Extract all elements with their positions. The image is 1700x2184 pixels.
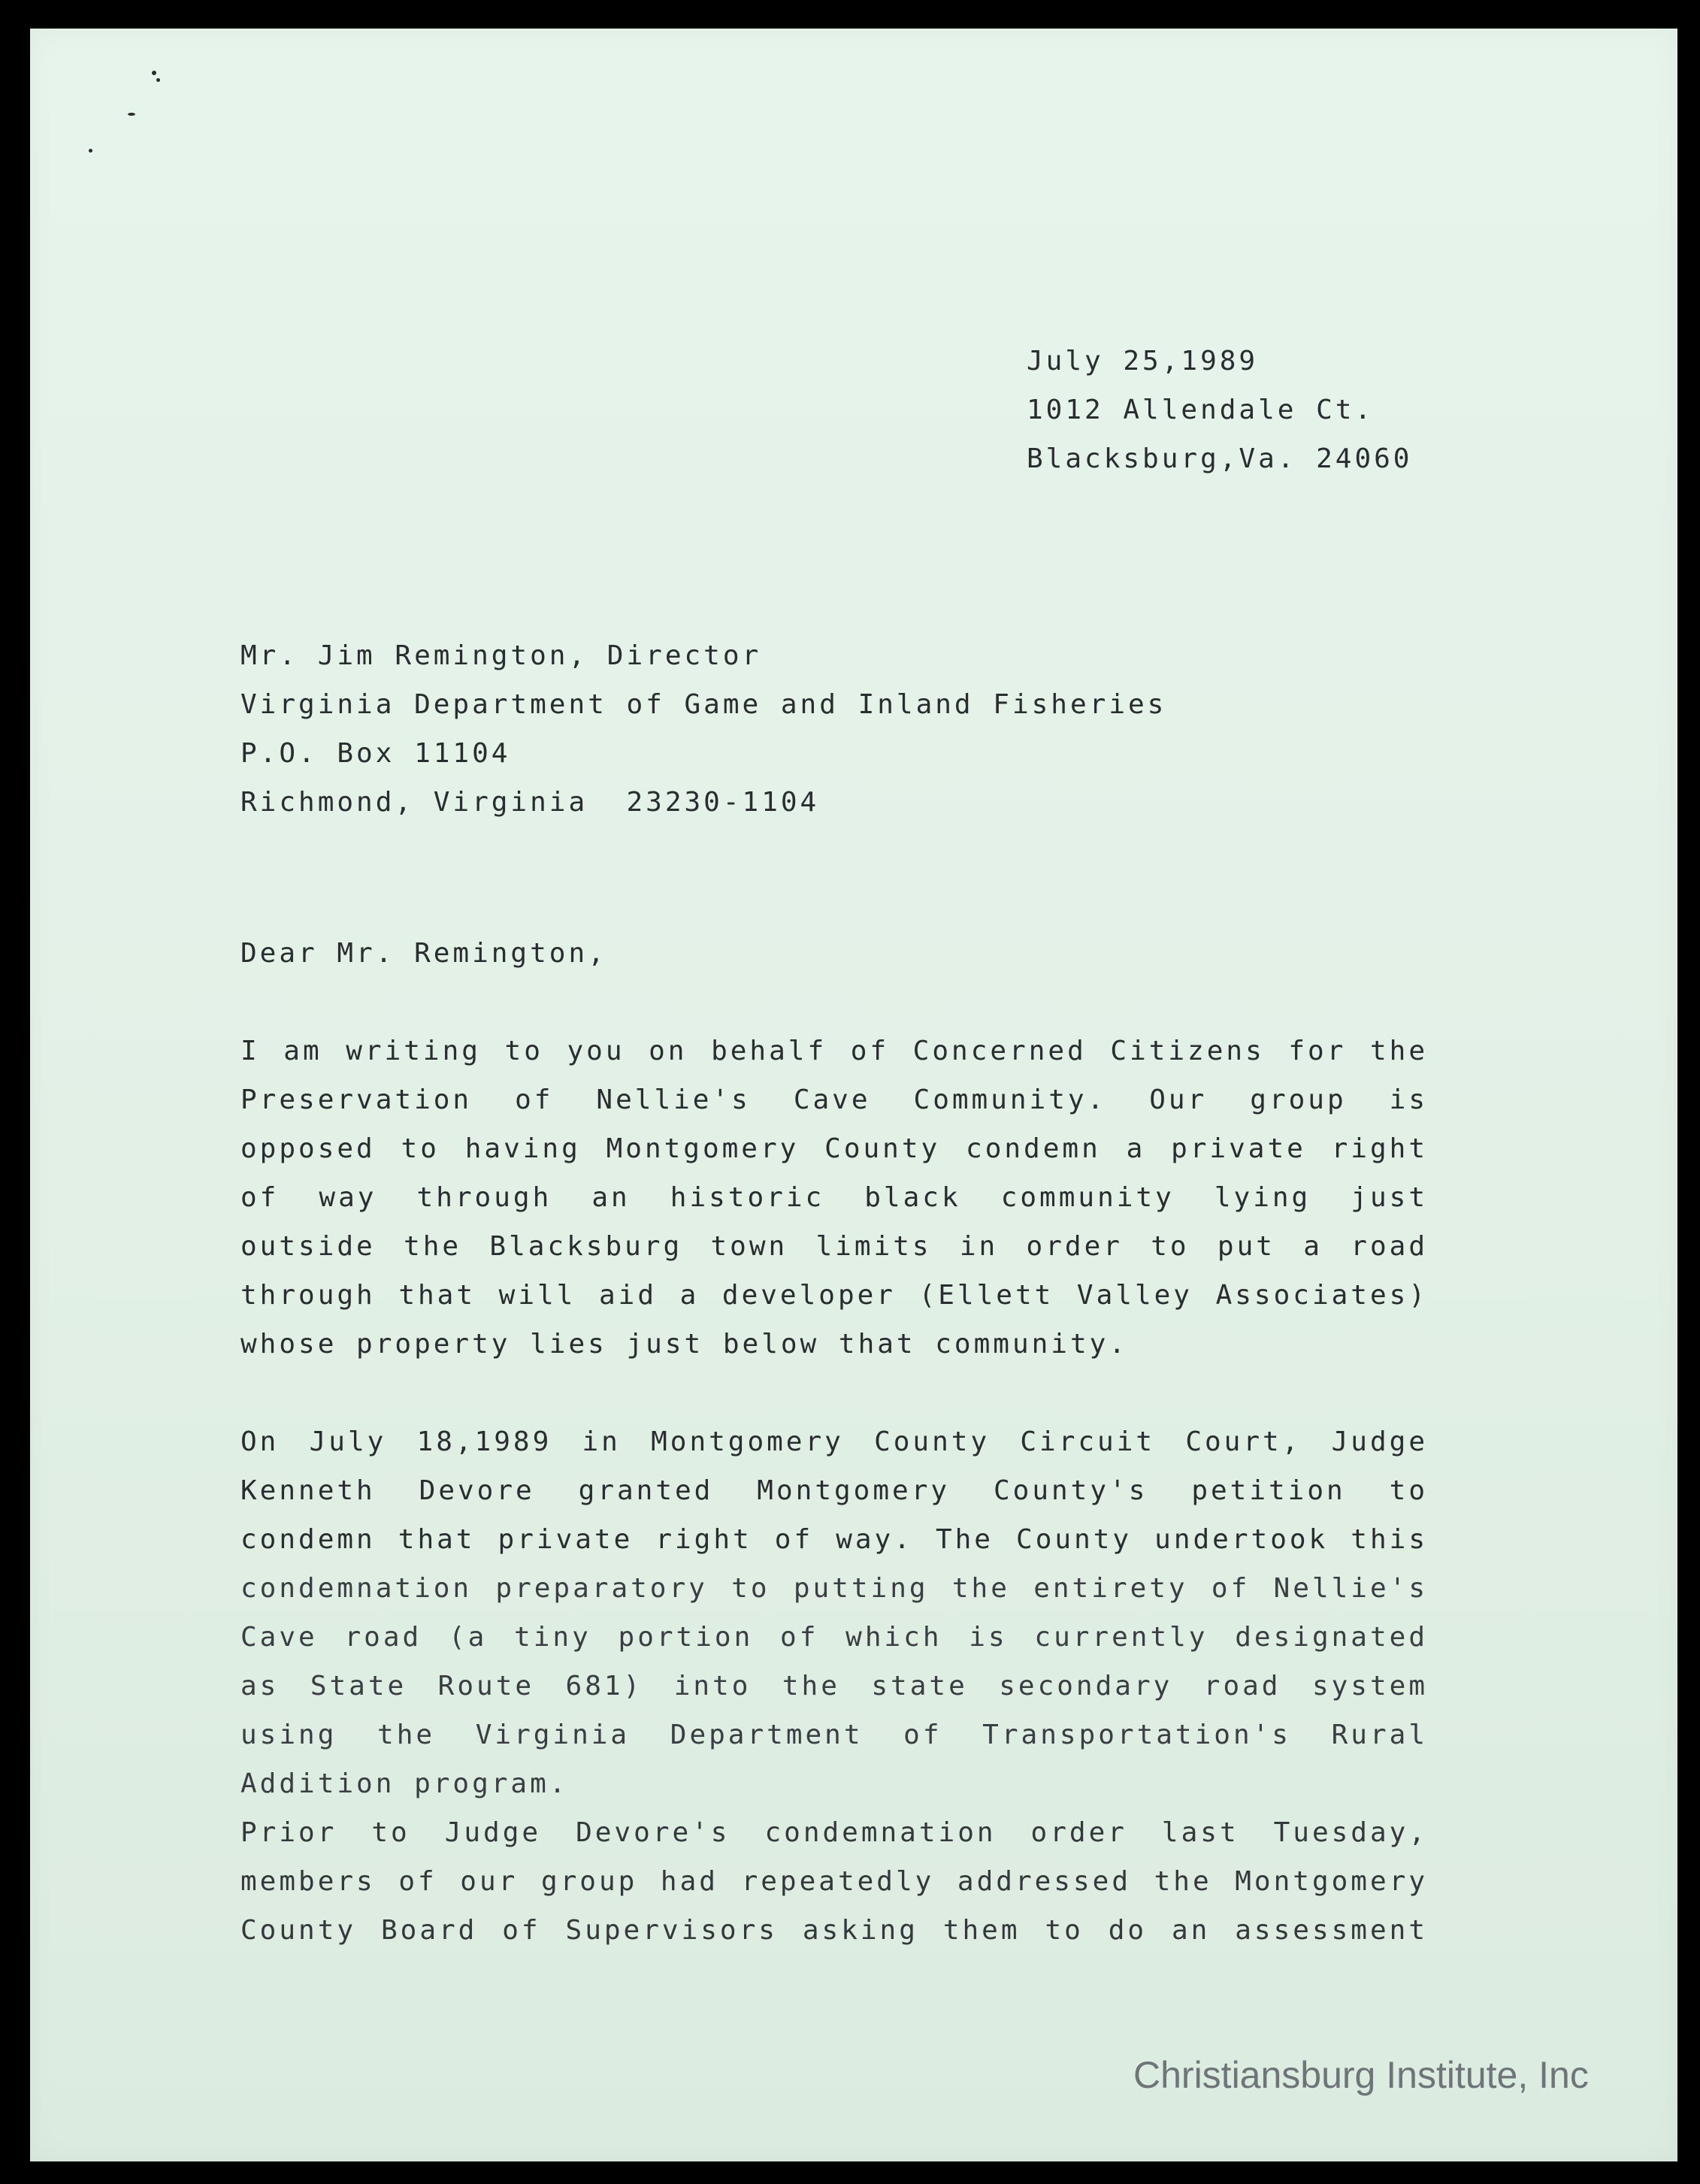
salutation: Dear Mr. Remington, [240,938,607,969]
paragraph-1 [240,1027,1428,1369]
paragraph-3 [240,1808,1428,1955]
ink-speck [152,71,156,75]
paragraph-line: condemnation preparatory to putting the entirety of Nellie's [240,1573,1428,1604]
paragraph-line: Prior to Judge Devore's condemnation order last Tuesday, [240,1817,1428,1848]
recipient-organization: Virginia Department of Game and Inland Fisheries [240,689,1167,720]
recipient-name: Mr. Jim Remington, Director [240,640,762,671]
paragraph-line: using the Virginia Department of Transportation's Rural [240,1720,1428,1750]
paragraph-line: as State Route 681) into the state secondary road system [240,1671,1428,1702]
paragraph-line: I am writing to you on behalf of Concerned Citizens for the [240,1036,1428,1066]
sender-city: Blacksburg,Va. 24060 [1027,443,1413,474]
watermark: Christiansburg Institute, Inc [1133,2054,1589,2096]
paragraph-line: Preservation of Nellie's Cave Community. Our group is [240,1084,1428,1115]
paragraph-line: County Board of Supervisors asking them to do an assessment [240,1915,1428,1946]
recipient-address [240,631,1166,827]
ink-speck [128,113,135,116]
paragraph-line: Kenneth Devore granted Montgomery County's petition to [240,1475,1428,1506]
paragraph-line: members of our group had repeatedly addressed the Montgomery [240,1866,1428,1897]
ink-speck [156,78,160,82]
paragraph-line: Cave road (a tiny portion of which is currently designated [240,1622,1428,1653]
paragraph-line: opposed to having Montgomery County condemn a private right [240,1133,1428,1164]
paragraph-line: of way through an historic black community lying just [240,1182,1428,1213]
paragraph-line: On July 18,1989 in Montgomery County Circuit Court, Judge [240,1426,1428,1457]
letter-date: July 25,1989 [1027,346,1259,377]
paragraph-line: whose property lies just below that community. [240,1329,1128,1360]
recipient-po-box: P.O. Box 11104 [240,738,511,769]
sender-street: 1012 Allendale Ct. [1027,395,1375,425]
paragraph-line: Addition program. [240,1768,569,1799]
paragraph-2 [240,1417,1428,1808]
recipient-city: Richmond, Virginia 23230-1104 [240,787,820,818]
ink-speck [89,149,92,153]
return-address [1027,337,1412,483]
paragraph-line: condemn that private right of way. The County undertook this [240,1524,1428,1555]
paragraph-line: outside the Blacksburg town limits in order to put a road [240,1231,1428,1262]
paragraph-line: through that will aid a developer (Ellett Valley Associates) [240,1280,1428,1311]
